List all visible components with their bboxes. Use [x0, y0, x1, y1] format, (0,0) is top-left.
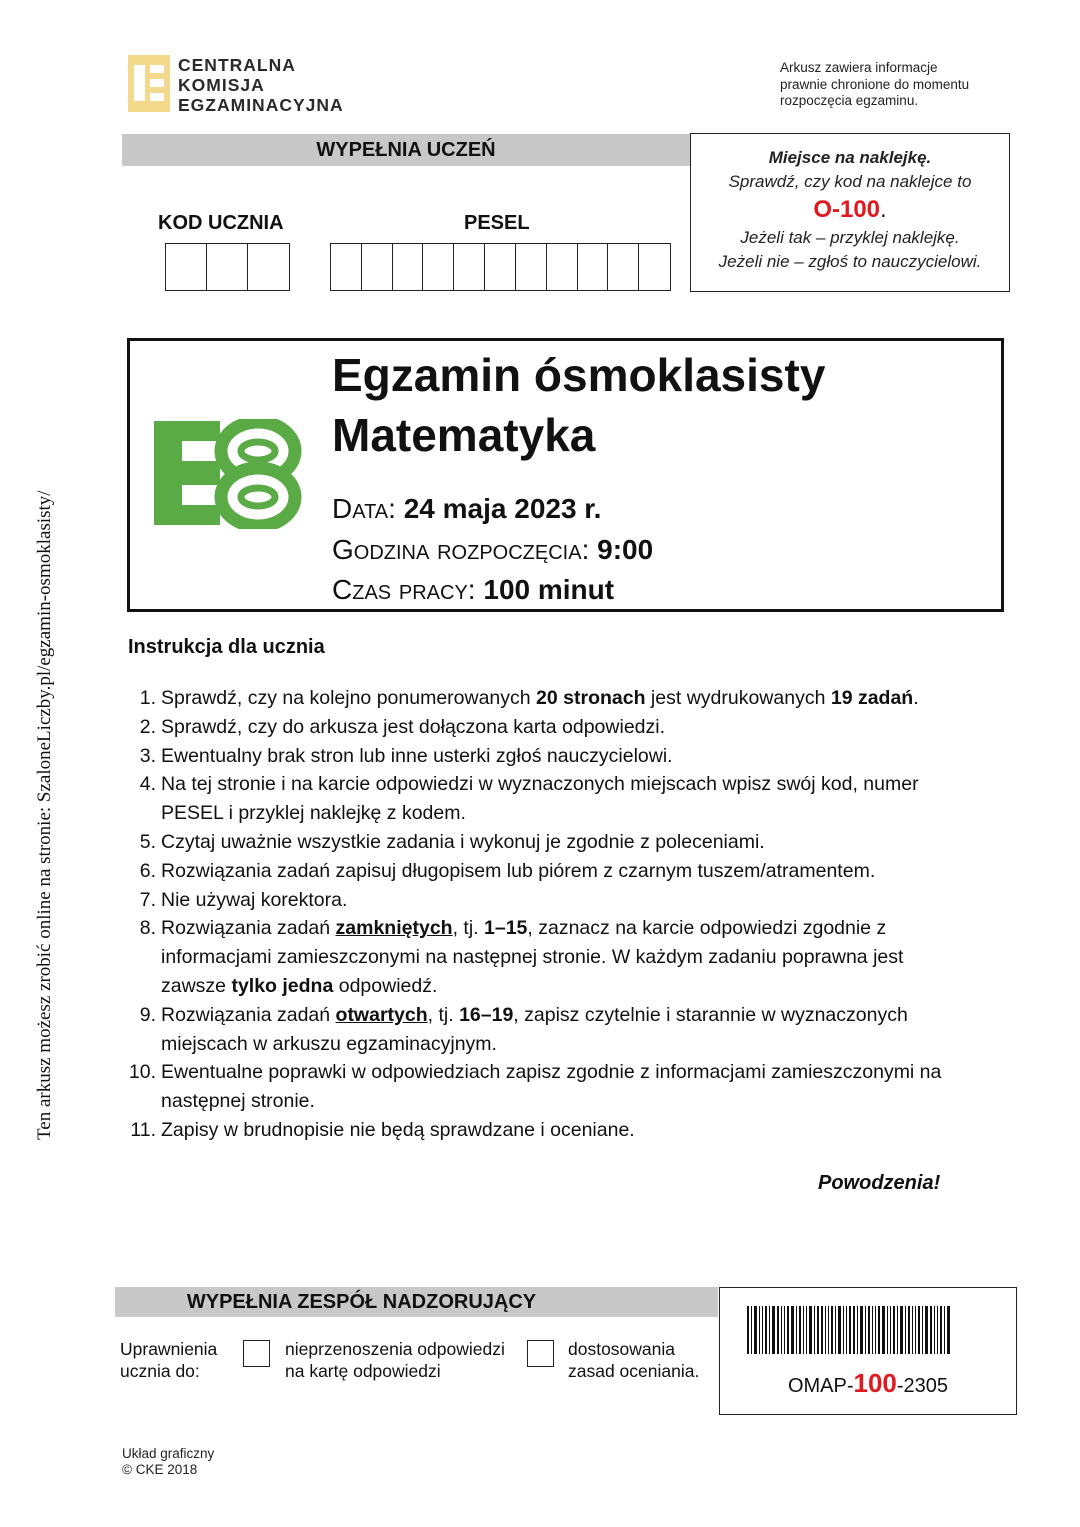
exam-date: Data: 24 maja 2023 r. [332, 493, 602, 524]
sticker-code: O-100. [813, 196, 887, 223]
pesel-cell[interactable] [608, 244, 639, 290]
side-note: Ten arkusz możesz zrobić online na stronie: SzaloneLiczby.pl/egzamin-osmoklasisty/ [34, 490, 55, 1140]
barcode-box [719, 1287, 1017, 1415]
protect-note: Arkusz zawiera informacje prawnie chronione do momentu rozpoczęcia egzaminu. [780, 60, 970, 108]
pesel-cell[interactable] [516, 244, 547, 290]
no-transfer-checkbox[interactable] [243, 1340, 270, 1367]
pesel-cell[interactable] [547, 244, 578, 290]
pesel-cell[interactable] [423, 244, 454, 290]
exam-title: Egzamin ósmoklasisty Matematyka [332, 349, 826, 461]
instruction-number: 9. [139, 1003, 156, 1026]
pesel-cell[interactable] [331, 244, 362, 290]
sticker-if-yes: Jeżeli tak – przyklej naklejkę. [740, 228, 960, 247]
instruction-number: 11. [130, 1118, 156, 1141]
permissions-label: Uprawnienia ucznia do: [120, 1339, 218, 1381]
instruction-number: 1. [139, 687, 156, 709]
instructions-title: Instrukcja dla ucznia [128, 636, 325, 658]
instruction-item: 7. Nie używaj korektora. [128, 886, 958, 915]
instruction-number: 4. [139, 773, 156, 796]
pesel-field[interactable] [330, 243, 671, 291]
instruction-item: 2. Sprawdź, czy do arkusza jest dołączona karta odpowiedzi. [128, 713, 958, 742]
student-section-bar: WYPEŁNIA UCZEŃ [122, 134, 690, 166]
pesel-cell[interactable] [393, 244, 424, 290]
sticker-if-no: Jeżeli nie – zgłoś to nauczycielowi. [718, 252, 982, 271]
instruction-number: 7. [139, 888, 156, 911]
good-luck-text: Powodzenia! [818, 1172, 941, 1194]
exam-duration: Czas pracy: 100 minut [332, 574, 615, 605]
instruction-item: 4. Na tej stronie i na karcie odpowiedzi w wyznaczonych miejscach wpisz swój kod, numer PESEL i przyklej naklejkę z kodem. [128, 770, 958, 828]
sticker-area [690, 133, 1010, 292]
barcode-icon [747, 1306, 990, 1354]
instruction-item: 10. Ewentualne poprawki w odpowiedziach zapisz zgodnie z informacjami zamieszczonymi na następnej stronie. [128, 1058, 958, 1116]
instruction-item: 11. Zapisy w brudnopisie nie będą sprawdzane i oceniane. [128, 1116, 958, 1145]
adjusted-grading-checkbox[interactable] [527, 1340, 554, 1367]
pesel-cell[interactable] [639, 244, 670, 290]
instruction-item: 5. Czytaj uważnie wszystkie zadania i wykonuj je zgodnie z poleceniami. [128, 828, 958, 857]
instruction-item: 8. Rozwiązania zadań zamkniętych, tj. 1–15, zaznacz na karcie odpowiedzi zgodnie z informacjami zamieszczonymi na następnej stronie. W każdym zadaniu poprawna jest zawsze tylko jedna odpowiedź. [128, 914, 958, 1000]
instruction-number: 10. [128, 1061, 156, 1084]
pesel-cell[interactable] [485, 244, 516, 290]
pesel-cell[interactable] [454, 244, 485, 290]
instruction-item: 9. Rozwiązania zadań otwartych, tj. 16–19, zapisz czytelnie i starannie w wyznaczonych miejscach w arkuszu egzaminacyjnym. [128, 1001, 958, 1059]
exam-start-time: Godzina rozpoczęcia: 9:00 [332, 534, 654, 565]
sticker-check-text: Sprawdź, czy kod na naklejce to [728, 172, 972, 191]
instruction-number: 6. [139, 859, 156, 882]
pesel-cell[interactable] [578, 244, 609, 290]
instruction-item: 6. Rozwiązania zadań zapisuj długopisem lub piórem z czarnym tuszem/atramentem. [128, 857, 958, 886]
student-code-label: KOD UCZNIA [158, 212, 284, 234]
adjusted-grading-label: dostosowania zasad oceniania. [568, 1339, 700, 1381]
instruction-number: 5. [139, 830, 156, 853]
student-code-cell[interactable] [207, 244, 248, 290]
no-transfer-label: nieprzenoszenia odpowiedzi na kartę odpowiedzi [285, 1339, 505, 1381]
instruction-item: 1. Sprawdź, czy na kolejno ponumerowanych 20 stronach jest wydrukowanych 19 zadań. [128, 684, 958, 713]
cke-logo-text: CENTRALNA KOMISJA EGZAMINACYJNA [178, 55, 344, 115]
instruction-number: 3. [139, 744, 156, 767]
exam-title-box [127, 338, 1004, 612]
cke-logo-icon [128, 55, 170, 112]
pesel-label: PESEL [464, 212, 530, 234]
instructions-list [128, 684, 958, 1145]
student-code-field[interactable] [165, 243, 290, 291]
barcode-code: OMAP-100-2305 [787, 1368, 949, 1398]
instruction-number: 8. [139, 917, 156, 940]
layout-note: Układ graficzny © CKE 2018 [122, 1446, 215, 1477]
sticker-title: Miejsce na naklejkę. [768, 148, 932, 167]
e8-logo-icon [152, 419, 302, 529]
supervisor-section-bar: WYPEŁNIA ZESPÓŁ NADZORUJĄCY [115, 1287, 718, 1317]
instruction-item: 3. Ewentualny brak stron lub inne usterki zgłoś nauczycielowi. [128, 742, 958, 771]
cke-logo [128, 55, 343, 115]
instruction-number: 2. [139, 715, 156, 738]
student-code-cell[interactable] [248, 244, 289, 290]
student-code-cell[interactable] [166, 244, 207, 290]
pesel-cell[interactable] [362, 244, 393, 290]
